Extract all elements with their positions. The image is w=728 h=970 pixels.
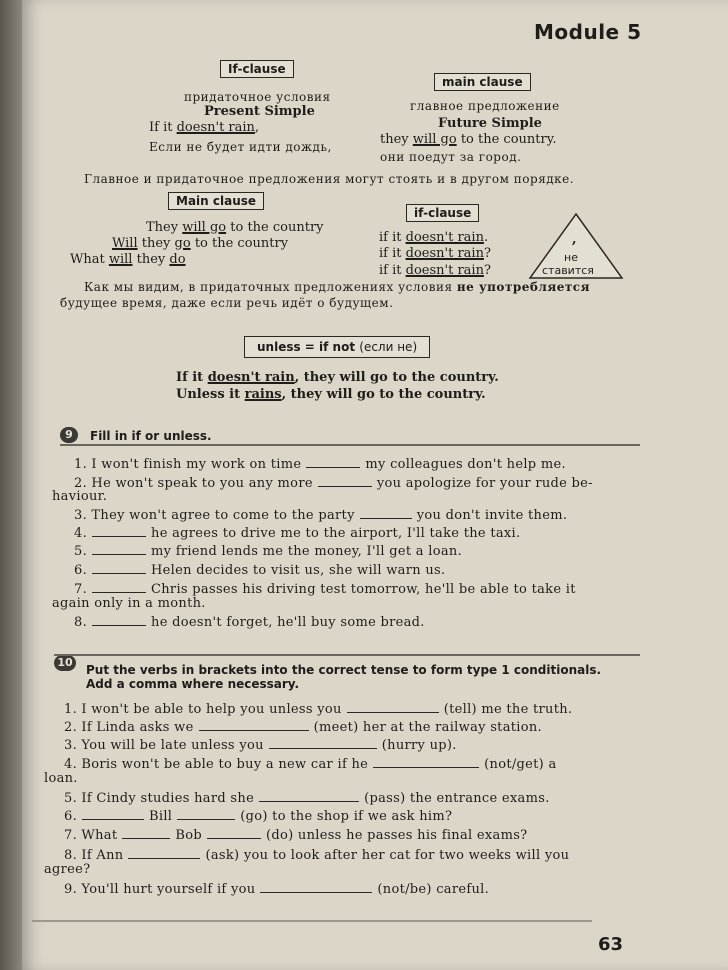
ex10-item-2 (64, 720, 542, 735)
ex10-item-1 (64, 702, 572, 717)
ex9-item-6-post: Helen decides to visit us, she will warn us. (151, 563, 446, 578)
ex10-item-3-a: 3. You will be late unless you (64, 738, 264, 753)
main-line-3-aux: will (108, 252, 133, 267)
ex10-item-8-b: (ask) you to look after her cat for two weeks will you (205, 848, 570, 863)
note-text-1: Как мы видим, в придаточных предложениях условия (84, 280, 453, 294)
ru-example-if: Если не будет идти дождь, (149, 140, 332, 154)
exercise-10-title-2: Add a comma where necessary. (86, 677, 300, 691)
if-line-2-verb: doesn't rain (405, 246, 484, 261)
exercise-9-title: Fill in if or unless. (90, 429, 212, 443)
ex10-item-3-b: (hurry up). (381, 738, 457, 753)
ex9-item-6-pre: 6. (74, 563, 88, 578)
triangle-ne: не (564, 251, 578, 264)
ex9-item-4 (74, 526, 520, 541)
if-line-2 (379, 246, 491, 261)
ex9-item-2-blank[interactable] (318, 485, 372, 487)
unless-example-1-pre: If it (176, 370, 204, 385)
ex10-item-6-mid: Bill (149, 809, 173, 824)
note-future-line-2: будущее время, даже если речь идёт о будущем. (60, 296, 394, 310)
triangle-stavitsya: ставится (542, 264, 594, 277)
ex10-item-1-b: (tell) me the truth. (443, 702, 573, 717)
ex10-item-3 (64, 738, 457, 753)
triangle-comma: , (572, 232, 577, 247)
main-line-2-aux: Will (112, 236, 138, 251)
unless-example-2-post: , they will go to the country. (281, 387, 486, 402)
main-line-3-verb: do (169, 252, 186, 267)
ex10-item-4 (64, 757, 557, 772)
if-line-3-post: ? (483, 263, 491, 278)
unless-translation: (если не) (359, 340, 418, 354)
ex10-item-5-blank[interactable] (259, 800, 359, 802)
if-clause-box-2: if-clause (406, 204, 479, 222)
if-line-3-verb: doesn't rain (405, 263, 484, 278)
book-spine-shadow (0, 0, 22, 970)
main-line-1-verb: will go (182, 220, 227, 235)
ex9-item-6 (74, 563, 445, 578)
example-if-verb: doesn't rain (176, 120, 255, 135)
if-line-1 (379, 230, 488, 245)
tense-present-simple: Present Simple (204, 104, 315, 119)
ex9-item-8-post: he doesn't forget, he'll buy some bread. (151, 615, 425, 630)
module-title: Module 5 (534, 20, 642, 44)
ex10-item-4-blank[interactable] (373, 766, 479, 768)
ex10-item-6-a: 6. (64, 809, 78, 824)
ex10-item-7-blank-1[interactable] (122, 837, 170, 839)
example-main-verb: will go (412, 132, 457, 147)
if-line-3-pre: if it (379, 263, 402, 278)
exercise-10-number: 10 (54, 655, 76, 671)
if-line-1-pre: if it (379, 230, 402, 245)
unless-box (244, 336, 430, 358)
unless-example-1-verb: doesn't rain (207, 370, 295, 385)
note-future-line-1 (84, 280, 590, 294)
unless-example-2-pre: Unless it (176, 387, 241, 402)
ex10-item-2-b: (meet) her at the railway station. (313, 720, 542, 735)
if-line-1-verb: doesn't rain (405, 230, 484, 245)
main-line-2 (112, 236, 288, 251)
tense-future-simple: Future Simple (438, 116, 542, 131)
ex10-item-3-blank[interactable] (269, 747, 377, 749)
ex9-item-2-post: you apologize for your rude be- (376, 476, 593, 491)
ex10-item-9-a: 9. You'll hurt yourself if you (64, 882, 256, 897)
ex9-item-5-blank[interactable] (92, 553, 146, 555)
ex10-item-4-b: (not/get) a (484, 757, 557, 772)
main-line-2-post: to the country (194, 236, 289, 251)
ex10-item-4-a: 4. Boris won't be able to buy a new car if he (64, 757, 369, 772)
ex10-item-6-b: (go) to the shop if we ask him? (240, 809, 453, 824)
ex9-item-7-pre: 7. (74, 582, 88, 597)
ru-label-if-clause: придаточное условия (184, 90, 331, 104)
ex10-item-7-mid: Bob (175, 828, 202, 843)
unless-example-2-verb: rains (244, 387, 282, 402)
ex9-item-3-pre: 3. They won't agree to come to the party (74, 508, 355, 523)
note-bold: не употребляется (456, 280, 590, 294)
ex9-item-3-post: you don't invite them. (416, 508, 568, 523)
ex9-item-2 (74, 476, 593, 491)
main-clause-box: main clause (434, 73, 531, 91)
ex10-item-7-a: 7. What (64, 828, 118, 843)
ex9-item-5 (74, 544, 462, 559)
ex9-item-7-cont: again only in a month. (52, 596, 206, 611)
main-clause-box-2: Main clause (168, 192, 264, 210)
ex10-item-6-blank-1[interactable] (82, 818, 144, 820)
unless-definition: unless = if not (257, 340, 356, 354)
ex9-item-3-blank[interactable] (360, 517, 412, 519)
example-if-post: , (254, 120, 260, 135)
ex10-item-2-a: 2. If Linda asks we (64, 720, 194, 735)
exercise-10-title-1: Put the verbs in brackets into the correct tense to form type 1 conditionals. (86, 663, 602, 677)
ex9-item-1-post: my colleagues don't help me. (365, 457, 566, 472)
exercise-10-rule (54, 654, 640, 656)
ex9-item-4-pre: 4. (74, 526, 88, 541)
main-line-3 (70, 252, 186, 267)
main-line-1-post: to the country (230, 220, 324, 235)
main-line-1 (146, 220, 324, 235)
main-line-2-verb: go (174, 236, 191, 251)
example-if-pre: If it (149, 120, 173, 135)
example-if-clause (149, 120, 259, 135)
page-number: 63 (598, 934, 624, 955)
ex10-item-7-blank-2[interactable] (207, 837, 261, 839)
ex9-item-8-pre: 8. (74, 615, 88, 630)
ex10-item-1-a: 1. I won't be able to help you unless you (64, 702, 342, 717)
ex9-item-1 (74, 457, 566, 472)
main-line-2-subj: they (141, 236, 171, 251)
ru-label-main-clause: главное предложение (410, 99, 560, 113)
footer-rule (32, 920, 592, 922)
if-line-3 (379, 263, 491, 278)
main-line-3-subj: they (136, 252, 166, 267)
example-main-post: to the country. (460, 132, 557, 147)
ex10-item-2-blank[interactable] (199, 729, 309, 731)
unless-example-1-post: , they will go to the country. (294, 370, 499, 385)
ex9-item-3 (74, 508, 567, 523)
ex9-item-5-post: my friend lends me the money, I'll get a loan. (151, 544, 462, 559)
ex10-item-7-b: (do) unless he passes his final exams? (265, 828, 528, 843)
ex9-item-4-blank[interactable] (92, 535, 146, 537)
ex10-item-7 (64, 828, 527, 843)
ex10-item-9 (64, 882, 489, 897)
ex9-item-7-blank[interactable] (92, 591, 146, 593)
order-note: Главное и придаточное предложения могут стоять и в другом порядке. (84, 172, 575, 186)
example-main-clause (380, 132, 556, 147)
ex9-item-8-blank[interactable] (92, 624, 146, 626)
ex10-item-5-b: (pass) the entrance exams. (364, 791, 550, 806)
exercise-9-rule (60, 444, 640, 446)
if-line-2-post: ? (483, 246, 491, 261)
if-clause-box: If-clause (220, 60, 294, 78)
ex10-item-4-cont: loan. (44, 771, 78, 786)
ex10-item-9-blank[interactable] (260, 891, 372, 893)
ex9-item-8 (74, 615, 425, 630)
ex9-item-6-blank[interactable] (92, 572, 146, 574)
ex9-item-4-post: he agrees to drive me to the airport, I'll take the taxi. (151, 526, 521, 541)
ex9-item-7-post: Chris passes his driving test tomorrow, he'll be able to take it (151, 582, 576, 597)
ex10-item-6-blank-2[interactable] (177, 818, 235, 820)
ex10-item-8-blank[interactable] (128, 857, 200, 859)
ex9-item-5-pre: 5. (74, 544, 88, 559)
ex10-item-8-cont: agree? (44, 862, 91, 877)
ex10-item-5-a: 5. If Cindy studies hard she (64, 791, 255, 806)
unless-example-1 (176, 370, 499, 385)
ex10-item-1-blank[interactable] (347, 711, 439, 713)
main-line-3-pre: What (70, 252, 105, 267)
ex10-item-5 (64, 791, 550, 806)
ex9-item-7 (74, 582, 576, 597)
if-line-2-pre: if it (379, 246, 402, 261)
ex10-item-8 (64, 848, 569, 863)
ex9-item-1-blank[interactable] (306, 466, 360, 468)
ex10-item-8-a: 8. If Ann (64, 848, 124, 863)
ex10-item-6 (64, 809, 452, 824)
ex9-item-2-pre: 2. He won't speak to you any more (74, 476, 313, 491)
if-line-1-post: . (483, 230, 489, 245)
textbook-page (22, 0, 728, 970)
example-main-pre: they (380, 132, 409, 147)
ex9-item-1-pre: 1. I won't finish my work on time (74, 457, 302, 472)
exercise-9-number: 9 (60, 427, 78, 443)
ru-example-main: они поедут за город. (380, 150, 522, 164)
unless-example-2 (176, 387, 486, 402)
ex10-item-9-b: (not/be) careful. (377, 882, 490, 897)
ex9-item-2-cont: haviour. (52, 489, 108, 504)
main-line-1-pre: They (146, 220, 179, 235)
